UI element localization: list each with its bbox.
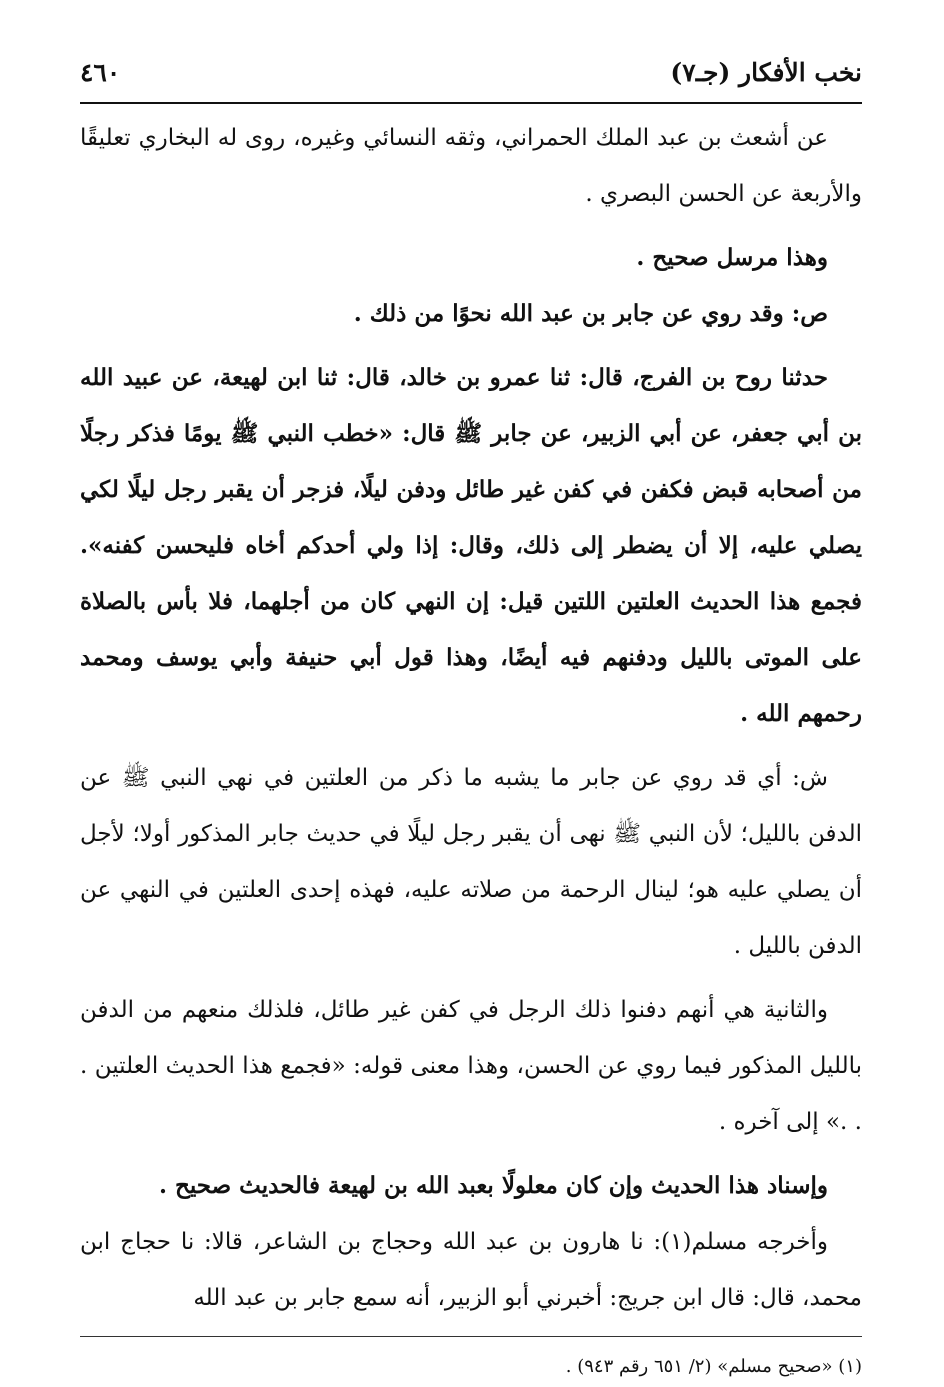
book-title: نخب الأفكار (جـ٧) xyxy=(670,58,862,87)
footnote-separator xyxy=(80,1336,862,1337)
paragraph-hadith: حدثنا روح بن الفرج، قال: ثنا عمرو بن خالد، قال: ثنا ابن لهيعة، عن عبيد الله بن أبي جعفر، عن أبي الزبير، عن جابر ﷺ قال: «خطب النبي ﷺ يومًا فذكر رجلًا من أصحابه قبض فكفن في كفن غير طائل ودفن ليلًا، فزجر أن يقبر رجل ليلًا لكي يصلي عليه، إلا أن يضطر إلى ذلك، وقال: إذا ولي أحدكم أخاه فليحسن كفنه». فجمع هذا الحديث العلتين اللتين قيل: إن النهي كان من أجلهما، فلا بأس بالصلاة على الموتى بالليل ودفنهم فيه أيضًا، وهذا قول أبي حنيفة وأبي يوسف ومحمد رحمهم الله . xyxy=(80,364,862,727)
footnote: (١) «صحيح مسلم» (٢/ ٦٥١ رقم ٩٤٣) . xyxy=(565,1356,862,1377)
paragraph-mursal: وهذا مرسل صحيح . xyxy=(636,244,828,271)
paragraph-narrator-note: عن أشعث بن عبد الملك الحمراني، وثقه النسائي وغيره، روى له البخاري تعليقًا والأربعة عن الحسن البصري . xyxy=(80,125,862,207)
paragraph-matn-intro: ص: وقد روي عن جابر بن عبد الله نحوًا من ذلك . xyxy=(353,300,828,327)
paragraph-second-reason: والثانية هي أنهم دفنوا ذلك الرجل في كفن غير طائل، فلذلك منعهم من الدفن بالليل المذكور فيما روي عن الحسن، وهذا معنى قوله: «فجمع هذا الحديث العلتين . . .» إلى آخره . xyxy=(80,997,862,1135)
document-page xyxy=(80,50,862,1377)
paragraph-isnad: وإسناد هذا الحديث وإن كان معلولًا بعبد الله بن لهيعة فالحديث صحيح . xyxy=(158,1172,828,1199)
page-body xyxy=(80,104,862,1326)
page-number: ٤٦٠ xyxy=(80,58,121,87)
paragraph-muslim: وأخرجه مسلم(١): نا هارون بن عبد الله وحجاج بن الشاعر، قالا: نا حجاج ابن محمد، قال: قال ابن جريج: أخبرني أبو الزبير، أنه سمع جابر بن عبد الله xyxy=(80,1229,862,1311)
page-header xyxy=(80,50,862,102)
paragraph-sharh: ش: أي قد روي عن جابر ما يشبه ما ذكر من العلتين في نهي النبي ﷺ عن الدفن بالليل؛ لأن النبي ﷺ نهى أن يقبر رجل ليلًا في حديث جابر المذكور أولا؛ لأجل أن يصلي عليه هو؛ لينال الرحمة من صلاته عليه، فهذه إحدى العلتين في النهي عن الدفن بالليل . xyxy=(80,765,862,959)
